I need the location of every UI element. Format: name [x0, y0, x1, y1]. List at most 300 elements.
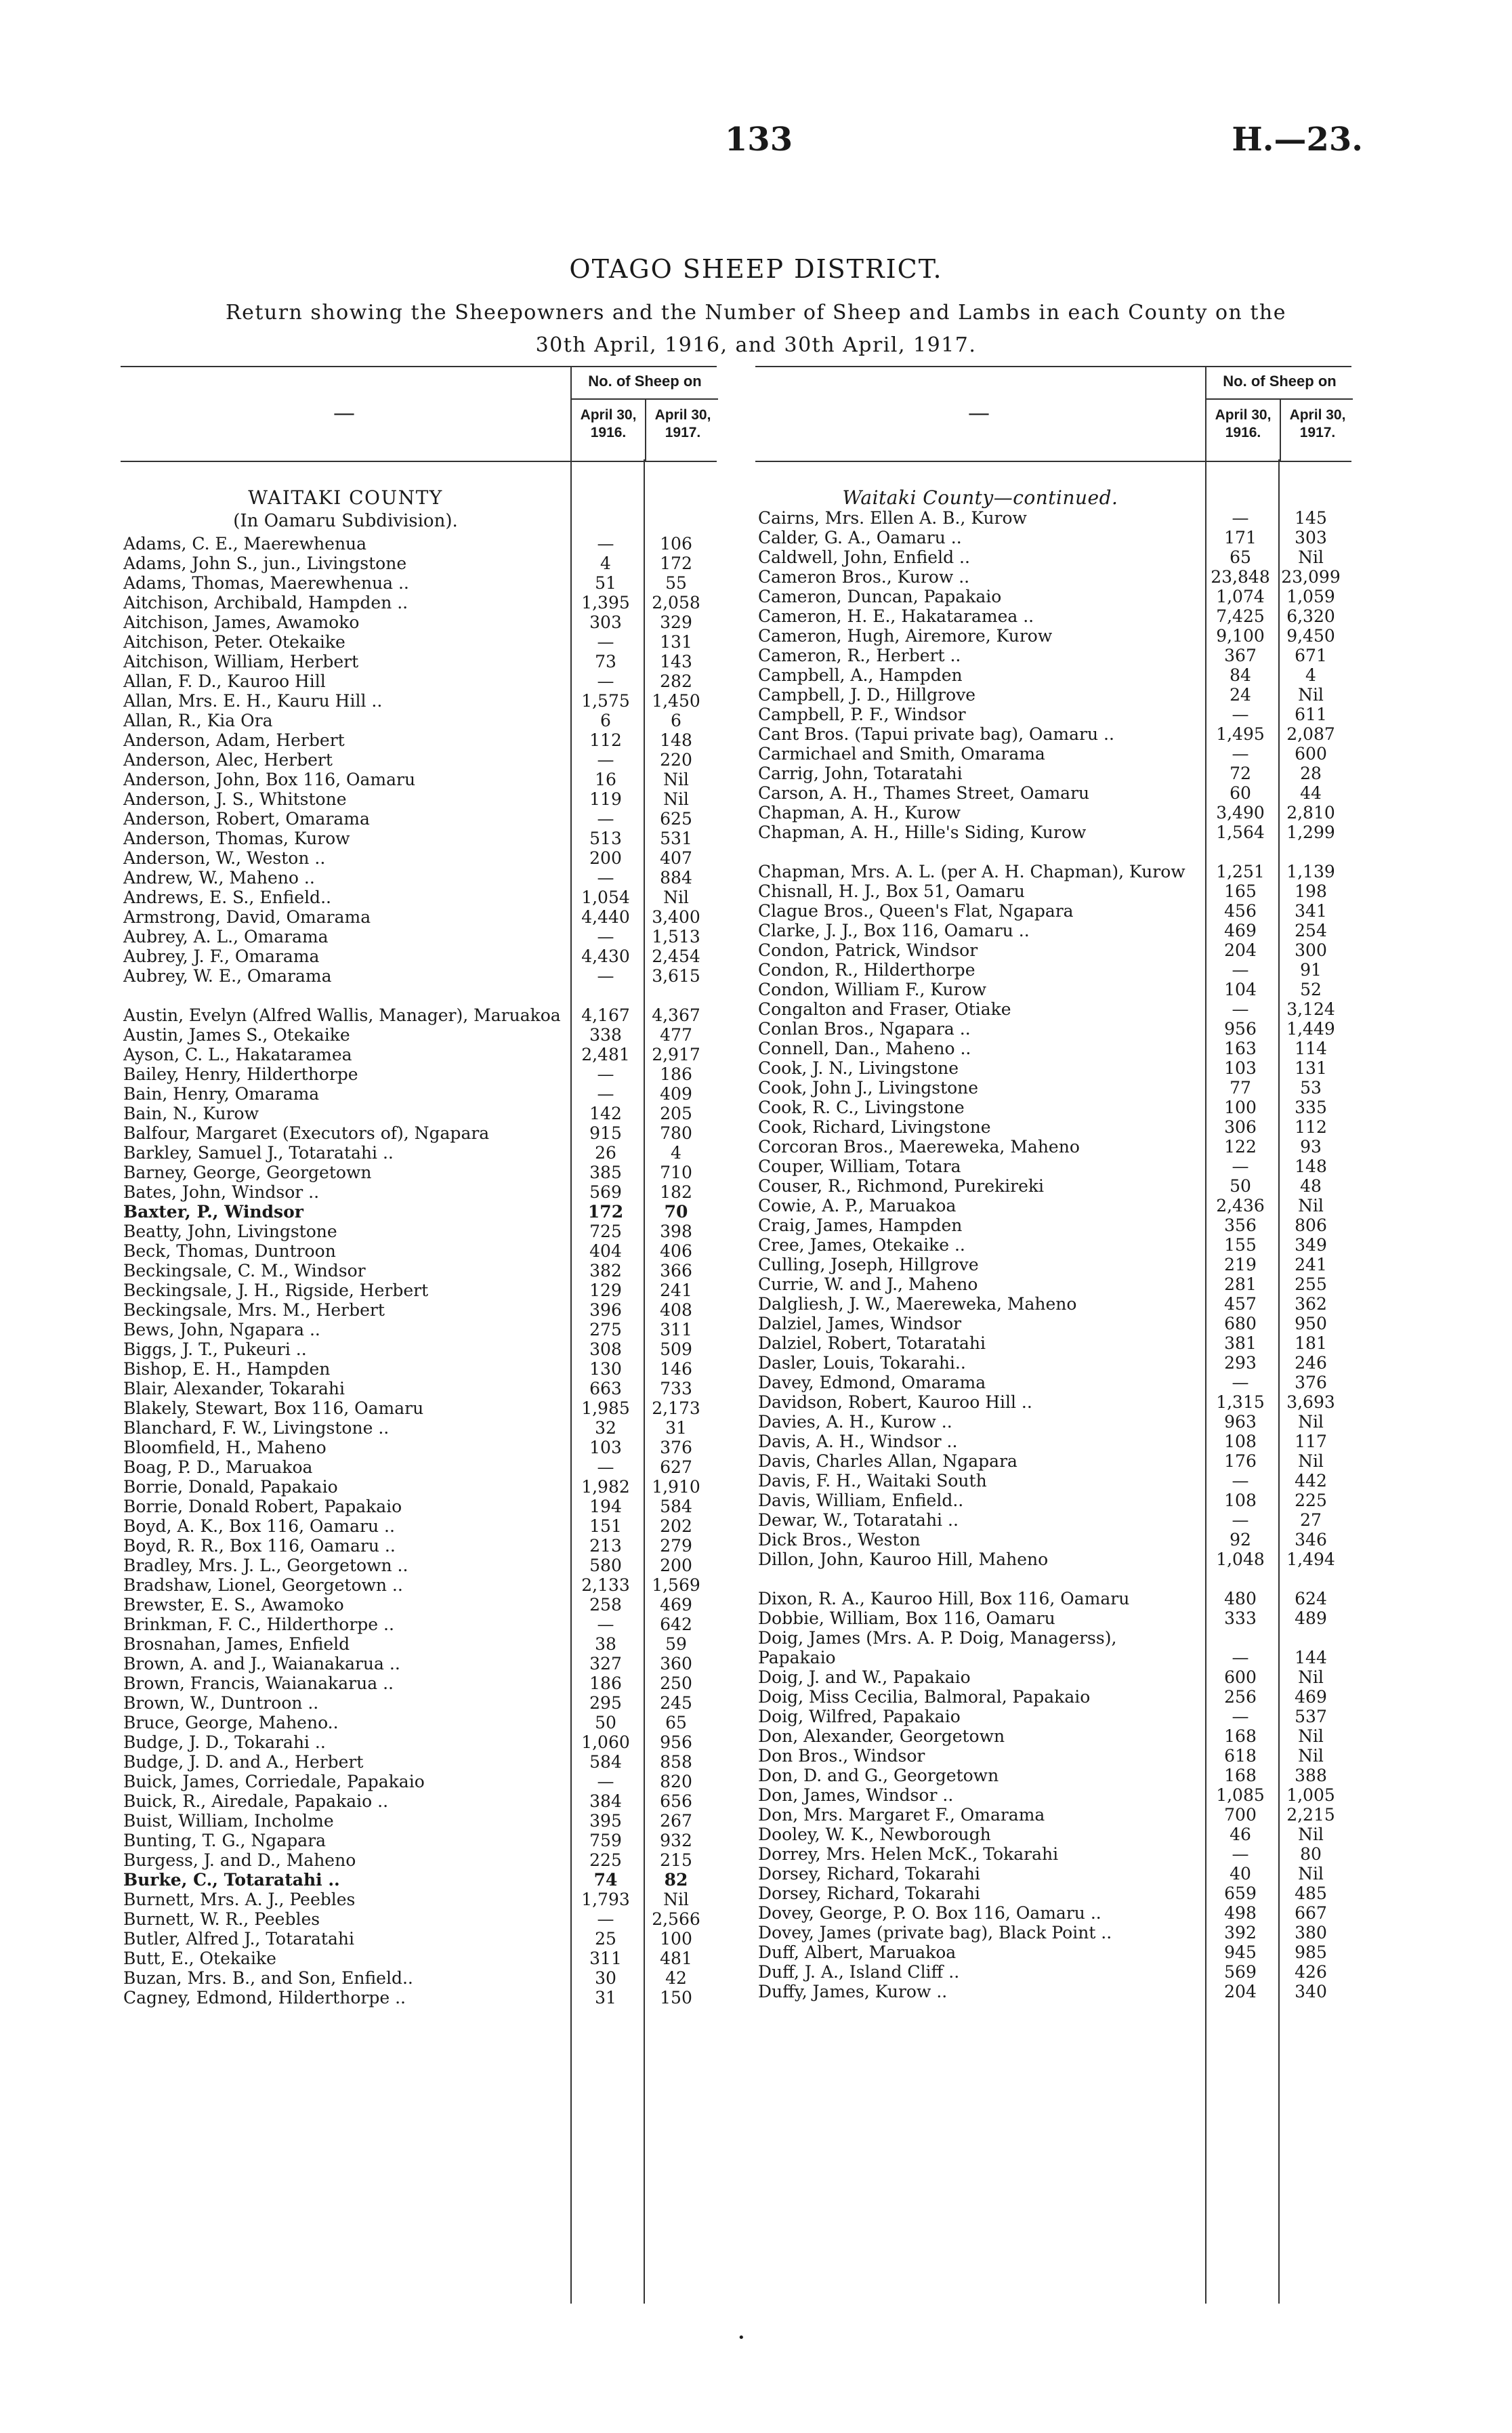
- sheep-1917: 282: [660, 671, 692, 691]
- sheep-1917: 6,320: [1286, 606, 1335, 626]
- owner-name: Dovey, George, P. O. Box 116, Oamaru ..: [758, 1903, 1101, 1923]
- sheep-1916: 381: [1224, 1333, 1257, 1353]
- sheep-1917: Nil: [1298, 1451, 1324, 1471]
- table-row: [755, 1491, 1351, 1510]
- sheep-1917: 2,454: [652, 947, 700, 966]
- sheep-1917: 485: [1295, 1884, 1327, 1903]
- sheep-1916: 256: [1224, 1687, 1257, 1707]
- sheep-1916: 1,074: [1216, 587, 1265, 606]
- owner-name: Don Bros., Windsor: [758, 1746, 925, 1766]
- owner-name: Connell, Dan., Maheno ..: [758, 1039, 971, 1058]
- table-row: [121, 612, 717, 632]
- owner-name: Bloomfield, H., Maheno: [123, 1438, 327, 1457]
- owner-name: Cook, John J., Livingstone: [758, 1078, 979, 1098]
- sheep-1917: 117: [1295, 1432, 1327, 1451]
- sheep-1917: 182: [660, 1182, 692, 1202]
- owner-name: Don, Alexander, Georgetown: [758, 1726, 1005, 1746]
- table-row: [121, 848, 717, 868]
- right-rows: [755, 508, 1351, 2001]
- sheep-1916: 945: [1224, 1942, 1257, 1962]
- owner-name: Cree, James, Otekaike ..: [758, 1235, 965, 1255]
- sheep-1917: 950: [1295, 1314, 1327, 1333]
- table-row: [755, 606, 1351, 626]
- sheep-1916: —: [597, 1457, 614, 1477]
- sheep-1917: 1,450: [652, 691, 700, 711]
- owner-name: Couser, R., Richmond, Purekireki: [758, 1176, 1045, 1196]
- sheep-1916: 295: [589, 1693, 622, 1713]
- sheep-1917: 335: [1295, 1098, 1327, 1117]
- sheep-1916: 50: [1230, 1176, 1251, 1196]
- owner-name: Davis, Charles Allan, Ngapara: [758, 1451, 1017, 1471]
- sheep-1917: 172: [660, 554, 692, 573]
- owner-name: Ayson, C. L., Hakataramea: [123, 1045, 352, 1064]
- sheep-1916: —: [597, 1772, 614, 1791]
- sheep-1916: 171: [1224, 528, 1257, 547]
- table-row: [121, 1222, 717, 1241]
- owner-name: Chapman, A. H., Kurow: [758, 803, 961, 823]
- table-row: [121, 1791, 717, 1811]
- sheep-1917: Nil: [1298, 1864, 1324, 1884]
- owner-name: Dorrey, Mrs. Helen McK., Tokarahi: [758, 1844, 1059, 1864]
- sheep-1917: 267: [660, 1811, 692, 1831]
- owner-name: Davis, A. H., Windsor ..: [758, 1432, 958, 1451]
- sheep-1916: —: [1232, 1707, 1249, 1726]
- sheep-1917: 225: [1295, 1491, 1327, 1510]
- owner-name: Aitchison, William, Herbert: [123, 652, 359, 671]
- sheep-1917: 611: [1295, 705, 1327, 724]
- sheep-1916: 213: [589, 1536, 622, 1556]
- sheep-1917: 362: [1295, 1294, 1327, 1314]
- table-row: [755, 980, 1351, 999]
- subtitle-line-1: Return showing the Sheepowners and the Number of Sheep and Lambs in each County on the: [226, 301, 1286, 325]
- sheep-1917: 241: [1295, 1255, 1327, 1274]
- sheep-1916: 457: [1224, 1294, 1257, 1314]
- owner-name: Condon, William F., Kurow: [758, 980, 987, 999]
- sheep-1916: 4: [600, 554, 611, 573]
- table-row: [755, 567, 1351, 587]
- table-row: [121, 1831, 717, 1850]
- table-row: [755, 547, 1351, 567]
- table-row: [121, 907, 717, 927]
- owner-name: Borrie, Donald, Papakaio: [123, 1477, 338, 1497]
- sheep-1916: 385: [589, 1163, 622, 1182]
- header-dash: —: [968, 400, 990, 425]
- sheep-1916: 1,315: [1216, 1392, 1265, 1412]
- sheep-1916: —: [1232, 705, 1249, 724]
- sheep-1916: 569: [1224, 1962, 1257, 1982]
- table-row: [755, 1412, 1351, 1432]
- sheep-1917: 346: [1295, 1530, 1327, 1550]
- table-row: [755, 1294, 1351, 1314]
- sheep-1916: 194: [589, 1497, 622, 1516]
- owner-name: Anderson, J. S., Whitstone: [123, 789, 347, 809]
- sheep-1917: 91: [1300, 960, 1322, 980]
- sheep-1916: 151: [589, 1516, 622, 1536]
- table-row: [755, 1098, 1351, 1117]
- sheep-1916: 72: [1230, 764, 1251, 783]
- sheep-1917: 144: [1295, 1648, 1327, 1667]
- sheep-1916: 4,440: [581, 907, 630, 927]
- sheep-1916: —: [597, 1084, 614, 1104]
- owner-name: Cameron Bros., Kurow ..: [758, 567, 970, 587]
- table-row: [121, 1536, 717, 1556]
- header-col-1917: April 30, 1917.: [645, 400, 719, 461]
- owner-name: Don, Mrs. Margaret F., Omarama: [758, 1805, 1045, 1825]
- table-row: [121, 947, 717, 966]
- owner-name: Cagney, Edmond, Hilderthorpe ..: [123, 1988, 406, 2008]
- table-row: [121, 1064, 717, 1084]
- owner-name: Doig, Miss Cecilia, Balmoral, Papakaio: [758, 1687, 1091, 1707]
- sheep-1916: 60: [1230, 783, 1251, 803]
- owner-name: Bews, John, Ngapara ..: [123, 1320, 320, 1339]
- sheep-1917: 250: [660, 1673, 692, 1693]
- table-row: [755, 1805, 1351, 1825]
- owner-name: Butler, Alfred J., Totaratahi: [123, 1929, 354, 1949]
- sheep-1917: 148: [660, 730, 692, 750]
- table-row: [121, 1949, 717, 1968]
- table-row: [121, 1438, 717, 1457]
- table-row: [121, 1575, 717, 1595]
- owner-name: Brinkman, F. C., Hilderthorpe ..: [123, 1615, 394, 1634]
- owner-name: Boag, P. D., Maruakoa: [123, 1457, 313, 1477]
- sheep-1917: 1,299: [1286, 823, 1335, 842]
- owner-name: Carrig, John, Totaratahi: [758, 764, 963, 783]
- owner-name: Beatty, John, Livingstone: [123, 1222, 337, 1241]
- sheep-1917: Nil: [1298, 1726, 1324, 1746]
- table-row: [755, 921, 1351, 940]
- table-row: [755, 528, 1351, 547]
- sheep-1916: 1,060: [581, 1732, 630, 1752]
- sheep-1916: 204: [1224, 940, 1257, 960]
- sheep-1917: 146: [660, 1359, 692, 1379]
- owner-name: Dooley, W. K., Newborough: [758, 1825, 991, 1844]
- owner-name: Burke, C., Totaratahi ..: [123, 1870, 340, 1890]
- table-row: [121, 691, 717, 711]
- sheep-1917: 42: [665, 1968, 687, 1988]
- owner-name: Anderson, Thomas, Kurow: [123, 829, 350, 848]
- table-row: [121, 1045, 717, 1064]
- table-row: [121, 1654, 717, 1673]
- owner-name: Bunting, T. G., Ngapara: [123, 1831, 326, 1850]
- owner-name: Blanchard, F. W., Livingstone ..: [123, 1418, 390, 1438]
- owner-name: Beckingsale, J. H., Rigside, Herbert: [123, 1281, 429, 1300]
- owner-name: Culling, Joseph, Hillgrove: [758, 1255, 979, 1274]
- sheep-1917: 254: [1295, 921, 1327, 940]
- sheep-1916: 1,564: [1216, 823, 1265, 842]
- owner-name: Campbell, P. F., Windsor: [758, 705, 966, 724]
- sheep-1916: 1,575: [581, 691, 630, 711]
- owner-name: Bruce, George, Maheno..: [123, 1713, 339, 1732]
- sheep-1916: 219: [1224, 1255, 1257, 1274]
- sheep-1916: 680: [1224, 1314, 1257, 1333]
- sheep-1917: Nil: [663, 1890, 689, 1909]
- owner-name: Andrew, W., Maheno ..: [123, 868, 315, 888]
- table-row: [121, 1772, 717, 1791]
- table-row: [755, 1982, 1351, 2001]
- sheep-1916: 2,436: [1216, 1196, 1265, 1215]
- owner-name: Austin, James S., Otekaike: [123, 1025, 350, 1045]
- owner-name: Buick, R., Airedale, Papakaio ..: [123, 1791, 389, 1811]
- table-row: [755, 1766, 1351, 1785]
- sheep-1916: 4,167: [581, 1005, 630, 1025]
- owner-name: Buzan, Mrs. B., and Son, Enfield..: [123, 1968, 413, 1988]
- sheep-1916: —: [597, 1064, 614, 1084]
- owner-name: Carson, A. H., Thames Street, Oamaru: [758, 783, 1090, 803]
- table-row: [121, 1182, 717, 1202]
- sheep-1916: —: [597, 927, 614, 947]
- owner-name: Dewar, W., Totaratahi ..: [758, 1510, 959, 1530]
- header-group: [1205, 367, 1353, 461]
- sheep-1916: 108: [1224, 1432, 1257, 1451]
- owner-name: Carmichael and Smith, Omarama: [758, 744, 1045, 764]
- owner-name: Butt, E., Otekaike: [123, 1949, 276, 1968]
- owner-name: Boyd, R. R., Box 116, Oamaru ..: [123, 1536, 396, 1556]
- sheep-1917: 28: [1300, 764, 1322, 783]
- sheep-1917: 131: [660, 632, 692, 652]
- header-col-1916: April 30, 1916.: [580, 407, 637, 440]
- owner-name: Condon, R., Hilderthorpe: [758, 960, 975, 980]
- table-row: [755, 1451, 1351, 1471]
- owner-name: Dobbie, William, Box 116, Oamaru: [758, 1608, 1055, 1628]
- owner-name: Cowie, A. P., Maruakoa: [758, 1196, 957, 1215]
- owner-name: Davey, Edmond, Omarama: [758, 1373, 986, 1392]
- table-row: [755, 1942, 1351, 1962]
- table-row: [121, 1615, 717, 1634]
- table-row: [121, 1477, 717, 1497]
- owner-name: Cook, Richard, Livingstone: [758, 1117, 991, 1137]
- owner-name: Dovey, James (private bag), Black Point ..: [758, 1923, 1112, 1942]
- owner-name: Budge, J. D., Tokarahi ..: [123, 1732, 326, 1752]
- owner-name: Clague Bros., Queen's Flat, Ngapara: [758, 901, 1074, 921]
- table-row: [121, 652, 717, 671]
- table-row: [121, 1752, 717, 1772]
- page-title: OTAGO SHEEP DISTRICT.: [569, 254, 943, 284]
- sheep-1916: —: [597, 632, 614, 652]
- owner-name: Andrews, E. S., Enfield..: [123, 888, 331, 907]
- sheep-1917: 388: [1295, 1766, 1327, 1785]
- sheep-1916: 1,048: [1216, 1550, 1265, 1569]
- owner-name: Cook, J. N., Livingstone: [758, 1058, 959, 1078]
- sheep-1916: 65: [1230, 547, 1251, 567]
- sheep-1916: 155: [1224, 1235, 1257, 1255]
- owner-name: Brosnahan, James, Enfield: [123, 1634, 350, 1654]
- owner-name: Dorsey, Richard, Tokarahi: [758, 1864, 980, 1884]
- owner-name: Allan, F. D., Kauroo Hill: [123, 671, 326, 691]
- table-row: [121, 1929, 717, 1949]
- owner-name: Couper, William, Totara: [758, 1157, 961, 1176]
- table-row: [121, 1084, 717, 1104]
- table-row: [755, 1785, 1351, 1805]
- sheep-1917: 255: [1295, 1274, 1327, 1294]
- table-row: [755, 1058, 1351, 1078]
- sheep-1917: 477: [660, 1025, 692, 1045]
- sheep-1916: 303: [589, 612, 622, 632]
- sheep-1917: 114: [1295, 1039, 1327, 1058]
- owner-name: Burnett, W. R., Peebles: [123, 1909, 320, 1929]
- header-group-label: No. of Sheep on: [588, 373, 702, 390]
- table-row: [121, 534, 717, 554]
- section-title: Waitaki County—continued.: [842, 486, 1118, 509]
- sheep-1916: 1,085: [1216, 1785, 1265, 1805]
- owner-name: Burgess, J. and D., Maheno: [123, 1850, 356, 1870]
- sheep-1917: 1,449: [1286, 1019, 1335, 1039]
- table-row: [121, 711, 717, 730]
- owner-name: Bates, John, Windsor ..: [123, 1182, 320, 1202]
- owner-name: Calder, G. A., Oamaru ..: [758, 528, 962, 547]
- owner-name: Dalgliesh, J. W., Maereweka, Maheno: [758, 1294, 1077, 1314]
- owner-name: Dalziel, James, Windsor: [758, 1314, 962, 1333]
- sheep-1916: 6: [600, 711, 611, 730]
- sheep-1916: 3,490: [1216, 803, 1265, 823]
- owner-name: Duff, Albert, Maruakoa: [758, 1942, 957, 1962]
- table-row: [121, 1418, 717, 1438]
- owner-name: Balfour, Margaret (Executors of), Ngapara: [123, 1123, 490, 1143]
- table-row: [755, 1707, 1351, 1726]
- sheep-1917: Nil: [663, 888, 689, 907]
- sheep-1917: 469: [660, 1595, 692, 1615]
- sheep-1917: 985: [1295, 1942, 1327, 1962]
- sheep-1916: 103: [589, 1438, 622, 1457]
- table-row: [121, 1457, 717, 1477]
- sheep-1916: —: [597, 966, 614, 986]
- table-row: [755, 1157, 1351, 1176]
- owner-name: Blair, Alexander, Tokarahi: [123, 1379, 345, 1398]
- table-header: [755, 366, 1351, 462]
- sheep-1916: 963: [1224, 1412, 1257, 1432]
- sheep-1917: 625: [660, 809, 692, 829]
- sheep-1916: 584: [589, 1752, 622, 1772]
- table-row: [121, 1104, 717, 1123]
- sheep-1917: 220: [660, 750, 692, 770]
- table-row: [121, 1988, 717, 2008]
- owner-name: Dillon, John, Kauroo Hill, Maheno: [758, 1550, 1049, 1569]
- sheep-1917: 143: [660, 652, 692, 671]
- sheep-1917: Nil: [1298, 1746, 1324, 1766]
- sheep-1917: 3,400: [652, 907, 700, 927]
- sheep-1916: 258: [589, 1595, 622, 1615]
- sheep-1916: 725: [589, 1222, 622, 1241]
- sheep-1916: —: [1232, 508, 1249, 528]
- sheep-1916: 122: [1224, 1137, 1257, 1157]
- sheep-1916: 456: [1224, 901, 1257, 921]
- sheep-1916: 186: [589, 1673, 622, 1693]
- sheep-1917: 93: [1300, 1137, 1322, 1157]
- sheep-1916: 306: [1224, 1117, 1257, 1137]
- sheep-1916: 142: [589, 1104, 622, 1123]
- sheep-1917: Nil: [663, 770, 689, 789]
- owner-name: Biggs, J. T., Pukeuri ..: [123, 1339, 307, 1359]
- table-row: [755, 587, 1351, 606]
- owner-name: Davies, A. H., Kurow ..: [758, 1412, 952, 1432]
- table-row: [121, 1143, 717, 1163]
- sheep-1916: 23,848: [1211, 567, 1270, 587]
- sheep-1917: 241: [660, 1281, 692, 1300]
- owner-name: Bishop, E. H., Hampden: [123, 1359, 331, 1379]
- owner-name: Allan, Mrs. E. H., Kauru Hill ..: [123, 691, 383, 711]
- sheep-1917: 181: [1295, 1333, 1327, 1353]
- sheep-1917: 2,058: [652, 593, 700, 612]
- owner-name: Allan, R., Kia Ora: [123, 711, 273, 730]
- sheep-1916: —: [597, 671, 614, 691]
- table-row: [121, 1909, 717, 1929]
- sheep-1916: 168: [1224, 1726, 1257, 1746]
- sheep-1916: 513: [589, 829, 622, 848]
- sheep-1917: 52: [1300, 980, 1322, 999]
- sheep-1916: 618: [1224, 1746, 1257, 1766]
- sheep-1917: 340: [1295, 1982, 1327, 2001]
- sheep-1917: 733: [660, 1379, 692, 1398]
- sheep-1916: 700: [1224, 1805, 1257, 1825]
- owner-name: Cameron, Hugh, Airemore, Kurow: [758, 626, 1053, 646]
- owner-name: Don, D. and G., Georgetown: [758, 1766, 999, 1785]
- sheep-1916: 469: [1224, 921, 1257, 940]
- owner-name: Blakely, Stewart, Box 116, Oamaru: [123, 1398, 424, 1418]
- owner-name: Bradley, Mrs. J. L., Georgetown ..: [123, 1556, 408, 1575]
- table-row: [121, 1516, 717, 1536]
- table-row: [121, 1850, 717, 1870]
- sheep-1917: 3,615: [652, 966, 700, 986]
- table-row: [755, 940, 1351, 960]
- table-row: [755, 1471, 1351, 1491]
- sheep-1917: 44: [1300, 783, 1322, 803]
- owner-name: Adams, C. E., Maerewhenua: [123, 534, 367, 554]
- sheep-1916: 1,982: [581, 1477, 630, 1497]
- table-row: [121, 927, 717, 947]
- sheep-1917: 1,910: [652, 1477, 700, 1497]
- sheep-1916: 293: [1224, 1353, 1257, 1373]
- sheep-1917: Nil: [1298, 1667, 1324, 1687]
- owner-name: Dick Bros., Weston: [758, 1530, 921, 1550]
- table-row: [755, 1628, 1351, 1667]
- owner-name: Cant Bros. (Tapui private bag), Oamaru ..: [758, 724, 1114, 744]
- sheep-1917: 53: [1300, 1078, 1322, 1098]
- sheep-1917: 59: [665, 1634, 687, 1654]
- table-row: [121, 809, 717, 829]
- sheep-1916: 659: [1224, 1884, 1257, 1903]
- table-row: [121, 1241, 717, 1261]
- table-row: [121, 1968, 717, 1988]
- table-row: [755, 1196, 1351, 1215]
- table-row: [121, 1811, 717, 1831]
- table-row: [755, 1550, 1351, 1569]
- sheep-1917: 426: [1295, 1962, 1327, 1982]
- sheep-1917: Nil: [663, 789, 689, 809]
- owner-name: Armstrong, David, Omarama: [123, 907, 371, 927]
- sheep-1917: 349: [1295, 1235, 1327, 1255]
- owner-name: Davis, F. H., Waitaki South: [758, 1471, 987, 1491]
- sheep-1916: 108: [1224, 1491, 1257, 1510]
- sheep-1916: 38: [595, 1634, 616, 1654]
- header-col-1917: April 30, 1917.: [1280, 400, 1354, 461]
- header-group: [570, 367, 718, 461]
- sheep-1916: 1,793: [581, 1890, 630, 1909]
- owner-name: Aitchison, Archibald, Hampden ..: [123, 593, 408, 612]
- sheep-1917: 956: [660, 1732, 692, 1752]
- sheep-1917: 200: [660, 1556, 692, 1575]
- owner-name: Barney, George, Georgetown: [123, 1163, 372, 1182]
- sheep-1917: 6: [671, 711, 681, 730]
- sheep-1916: —: [597, 1909, 614, 1929]
- table-row: [755, 764, 1351, 783]
- table-row: [755, 1510, 1351, 1530]
- owner-name: Davidson, Robert, Kauroo Hill ..: [758, 1392, 1032, 1412]
- table-row: [755, 1864, 1351, 1884]
- table-row: [755, 881, 1351, 901]
- table-row: [755, 508, 1351, 528]
- sheep-1917: 3,693: [1286, 1392, 1335, 1412]
- document-reference: H.—23.: [1232, 121, 1363, 159]
- sheep-1916: —: [1232, 1373, 1249, 1392]
